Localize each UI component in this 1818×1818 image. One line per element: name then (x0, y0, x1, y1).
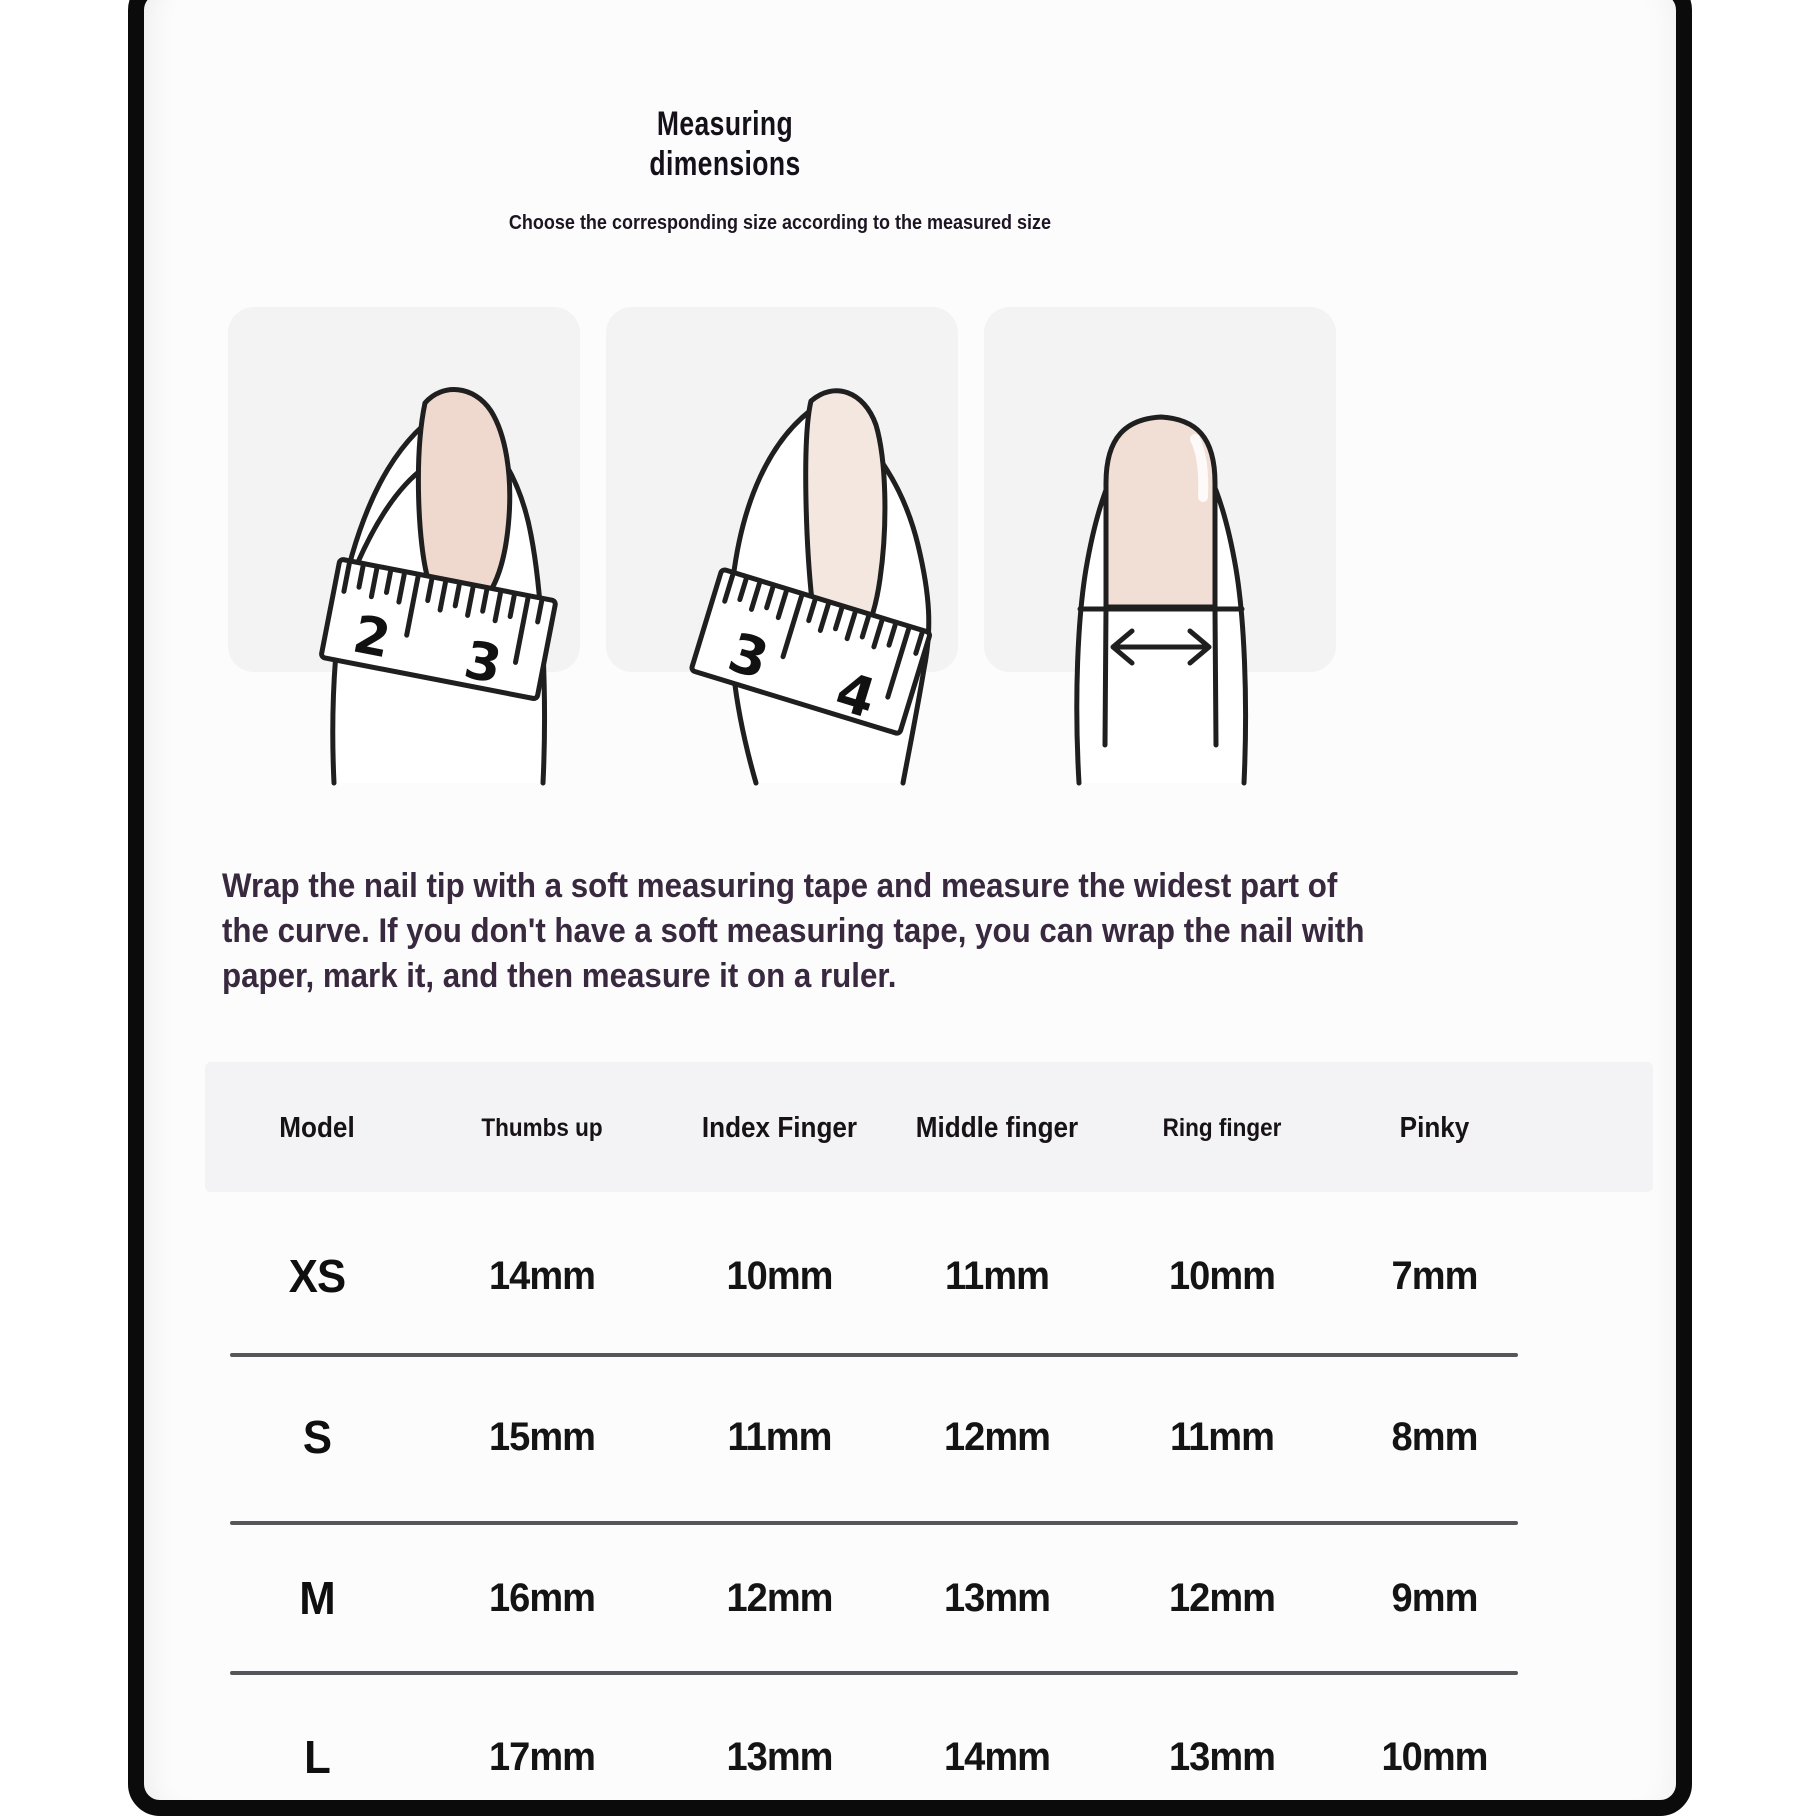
cell-middle: 14mm (943, 1734, 1051, 1779)
cell-pinky: 7mm (1391, 1253, 1478, 1298)
column-header-thumbs-up: Thumbs up (481, 1113, 603, 1142)
cell-middle: 12mm (943, 1414, 1051, 1459)
cell-thumb: 14mm (488, 1253, 596, 1298)
cell-pinky: 8mm (1391, 1414, 1478, 1459)
column-header-ring-finger: Ring finger (1162, 1113, 1282, 1142)
page-title-line1: Measuring (656, 105, 794, 143)
cell-index: 12mm (726, 1575, 833, 1620)
column-header-index-finger: Index Finger (701, 1111, 858, 1144)
table-row-l (222, 1717, 1532, 1797)
finger-tape-illustration-1 (228, 307, 580, 787)
table-row-m (222, 1558, 1532, 1638)
cell-middle: 13mm (943, 1575, 1051, 1620)
cell-ring: 12mm (1168, 1575, 1276, 1620)
table-header-row (222, 1100, 1532, 1156)
row-model-label: XS (288, 1250, 346, 1302)
tape-number: 4 (828, 659, 883, 731)
cell-middle: 11mm (945, 1253, 1049, 1298)
tape-number: 2 (348, 604, 396, 671)
page-title-line2: dimensions (649, 145, 801, 183)
row-model-label: L (304, 1731, 330, 1783)
instructions-line: the curve. If you don't have a soft measuring tape, you can wrap the nail with (222, 912, 1365, 950)
row-divider (230, 1353, 1518, 1357)
table-row-xs (222, 1236, 1532, 1316)
cell-ring: 13mm (1168, 1734, 1276, 1779)
cell-thumb: 16mm (488, 1575, 596, 1620)
column-header-model: Model (279, 1111, 355, 1144)
cell-pinky: 9mm (1391, 1575, 1478, 1620)
row-model-label: M (299, 1572, 335, 1624)
row-model-label: S (302, 1411, 332, 1463)
nail-side-guide-right (1215, 609, 1216, 745)
page-title (277, 104, 1174, 184)
row-divider (230, 1521, 1518, 1525)
finger-tape-illustration-2 (606, 307, 958, 787)
instructions-line: paper, mark it, and then measure it on a ruler. (222, 957, 897, 995)
column-header-middle-finger: Middle finger (915, 1111, 1079, 1144)
page-subtitle: Choose the corresponding size according to the measured size (508, 212, 1052, 234)
cell-index: 11mm (727, 1414, 832, 1459)
table-row-s (222, 1397, 1532, 1477)
cell-index: 13mm (726, 1734, 833, 1779)
row-divider (230, 1671, 1518, 1675)
column-header-pinky: Pinky (1399, 1111, 1470, 1144)
tape-number: 3 (459, 630, 507, 697)
tape-number: 3 (721, 620, 776, 692)
cell-ring: 11mm (1170, 1414, 1274, 1459)
cell-thumb: 15mm (488, 1414, 596, 1459)
instructions-paragraph (222, 864, 1510, 999)
cell-index: 10mm (726, 1253, 833, 1298)
cell-thumb: 17mm (488, 1734, 596, 1779)
cell-pinky: 10mm (1381, 1734, 1488, 1779)
nail-width-illustration (984, 307, 1336, 787)
nail-side-guide-left (1105, 609, 1106, 745)
instructions-line: Wrap the nail tip with a soft measuring tape and measure the widest part of (222, 867, 1338, 905)
cell-ring: 10mm (1168, 1253, 1276, 1298)
